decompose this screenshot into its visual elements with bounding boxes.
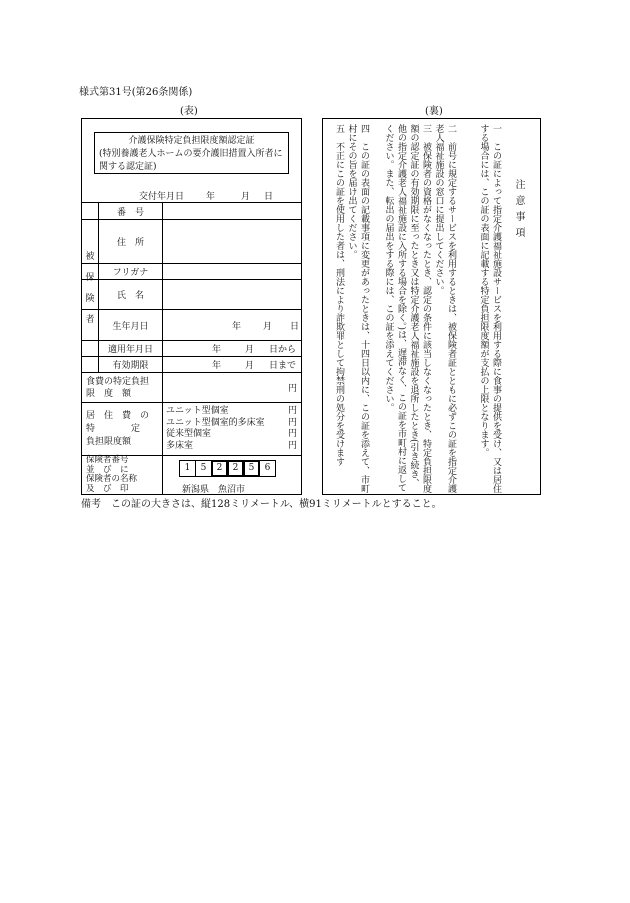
birth-date-label: 生年月日 <box>112 321 149 332</box>
insured-person-label: 被 保 険 者 <box>82 202 99 372</box>
valid-month: 月 <box>245 361 255 371</box>
housing-limit-row <box>82 402 301 455</box>
valid-period-label: 有効期限 <box>112 361 149 371</box>
room-yen-list: 円 円 円 円 <box>288 406 298 451</box>
issue-year: 年 <box>206 192 216 202</box>
issue-day: 日 <box>264 192 274 202</box>
issue-date-row <box>82 189 301 202</box>
address-row <box>82 219 301 263</box>
back-card <box>322 118 541 495</box>
name-row <box>82 279 301 309</box>
insurer-digit: 6 <box>259 460 276 477</box>
valid-until: 日まで <box>269 361 297 371</box>
valid-period-row <box>82 356 301 372</box>
front-face-label: (表) <box>180 106 198 117</box>
certificate-subtitle: (特別養護老人ホームの要介護旧措置入所者に関する認定証) <box>99 149 283 172</box>
birth-month: 月 <box>263 321 273 332</box>
insurer-digit: 2 <box>227 460 244 477</box>
applicable-from: 日から <box>269 345 297 355</box>
form-number: 様式第31号(第26条関係) <box>79 87 193 98</box>
furigana-label: フリガナ <box>112 268 149 278</box>
room-type-list <box>166 406 265 452</box>
insurer-digit: 2 <box>211 460 228 477</box>
note-item-5: 五 不正にこの証を使用した者は、刑法により詐欺罪として拘禁刑の処分を受けます <box>334 124 344 466</box>
number-row <box>82 202 301 219</box>
note-item-4: 四 この証の表面の記載事項に変更があったときは、十四日以内に、この証を添えて、市町村にその旨を届け出てください。 <box>346 124 369 493</box>
insurer-digit: 1 <box>179 460 196 477</box>
insurer-digit: 5 <box>243 460 260 477</box>
insurer-name: 新潟県 魚沼市 <box>182 485 246 495</box>
applicable-date-row <box>82 340 301 356</box>
room-type: 従来型個室 <box>166 429 212 439</box>
address-label: 住 所 <box>116 238 144 248</box>
insurer-digit: 5 <box>195 460 212 477</box>
back-face-label: (裏) <box>425 106 443 117</box>
room-type: 多床室 <box>166 440 194 451</box>
remark: 備考 この証の大きさは、縦128ミリメートル、横91ミリメートルとすること。 <box>81 499 442 510</box>
note-item-3: 三 被保険者の資格がなくなったとき、認定の条件に該当しなくなったとき、特定負担限度額の認定証の有効期限に至ったとき又は特定介護老人福祉施設を退所したとき(引き続き、他の指定介護老人福祉施設に入所する場合を除く。)は、遅滞なく、この証を市町村に返してください。また、転出の届出をする際には、この証を添えてください。 <box>383 124 431 493</box>
issue-month: 月 <box>241 192 251 202</box>
applicable-month: 月 <box>245 345 255 355</box>
note-item-1: 一 この証によって指定介護福祉施設サービスを利用する際に食事の提供を受け、又は居住する場合には、この証の表面に記載する特定負担限度額が支払の上限となります。 <box>478 124 501 493</box>
food-yen: 円 <box>288 384 298 394</box>
certificate-title: 介護保険特定負担限度額認定証 <box>128 136 255 146</box>
notes-heading: 注意事項 <box>513 179 524 243</box>
issue-date-label: 交付年月日 <box>139 192 185 202</box>
valid-year: 年 <box>212 361 222 371</box>
applicable-date-label: 適用年月日 <box>107 345 153 355</box>
name-label: 氏 名 <box>116 291 144 301</box>
birth-year: 年 <box>232 321 242 332</box>
birth-date-row <box>82 309 301 340</box>
note-item-2: 二 前号に規定するサービスを利用するときは、被保険者証とともに必ずこの証を指定介護老人福祉施設の窓口に提出してください。 <box>433 124 456 493</box>
birth-day: 日 <box>290 321 300 332</box>
number-label: 番 号 <box>116 207 144 218</box>
housing-limit-label: 居 住 費 の 特 定 負担限度額 <box>86 410 150 447</box>
room-type: ユニット型個室的多床室 <box>166 417 265 428</box>
certificate-title-box <box>94 132 289 174</box>
applicable-year: 年 <box>212 345 222 355</box>
insurer-number-boxes <box>179 460 275 477</box>
room-type: ユニット型個室 <box>166 406 229 416</box>
insurer-row <box>82 455 301 494</box>
insurer-label: 保険者番号 並 び に 保険者の名称 及 び 印 <box>86 455 138 494</box>
food-limit-row <box>82 372 301 402</box>
food-limit-label: 食費の特定負担 限 度 額 <box>86 376 150 399</box>
furigana-row <box>82 263 301 279</box>
front-card <box>81 118 302 495</box>
